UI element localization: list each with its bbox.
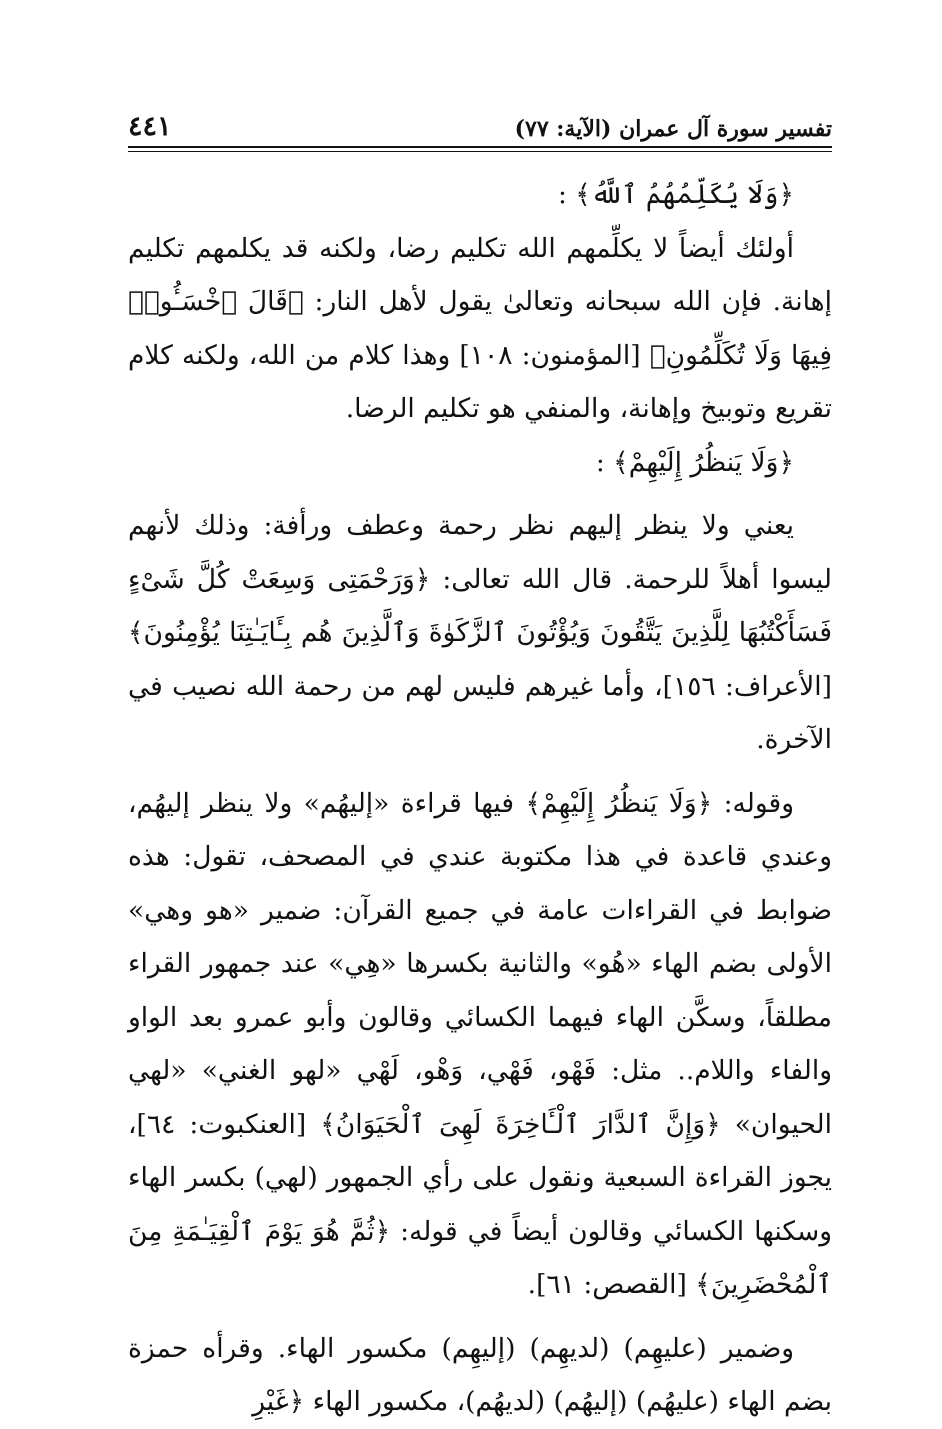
verse-heading-1: ﴿وَلَا يُكَلِّمُهُمُ ٱللَّهُ﴾ : — [557, 179, 794, 210]
paragraph-2: يعني ولا ينظر إليهم نظر رحمة وعطف ورأفة: وذلك لأنهم ليسوا أهلاً للرحمة. قال الله تعالى: ﴿وَرَحْمَتِى وَسِعَتْ كُلَّ شَىْءٍ فَسَأَكْتُبُهَا لِلَّذِينَ يَتَّقُونَ وَيُؤْتُونَ ٱلزَّكَوٰةَ وَٱلَّذِينَ هُم بِـَٔايَـٰتِنَا يُؤْمِنُونَ﴾ [الأعراف: ١٥٦]، وأما غيرهم فليس لهم من رحمة الله نصيب في الآخرة. — [128, 510, 832, 755]
paragraph-3: وقوله: ﴿وَلَا يَنظُرُ إِلَيْهِمْ﴾ فيها قراءة «إليهُم» ولا ينظر إليهُم، وعندي قاعدة في هذا مكتوبة عندي في المصحف، تقول: هذه ضوابط في القراءات عامة في جميع القرآن: ضمير «هو وهي» الأولى بضم الهاء «هُو» والثانية بكسرها «هِي» عند جمهور القراء مطلقاً، وسكَّن الهاء فيهما الكسائي وقالون وأبو عمرو بعد الواو والفاء واللام.. مثل: فَهْو، فَهْي، وَهْو، لَهْي «لهو الغني» «لهي الحيوان» ﴿وَإِنَّ ٱلدَّارَ ٱلْـَٔاخِرَةَ لَهِىَ ٱلْحَيَوَانُ﴾ [العنكبوت: ٦٤]، يجوز القراءة السبعية ونقول على رأي الجمهور (لهي) بكسر الهاء وسكنها الكسائي وقالون أيضاً في قوله: ﴿ثُمَّ هُوَ يَوْمَ ٱلْقِيَـٰمَةِ مِنَ ٱلْمُحْضَرِينَ﴾ [القصص: ٦١]. — [128, 787, 832, 1300]
paragraph-1: أولئك أيضاً لا يكلِّمهم الله تكليم رضا، ولكنه قد يكلمهم تكليم إهانة. فإن الله سبحانه وتعالىٰ يقول لأهل النار: ﴿قَالَ ٱخْسَـُٔوا۟ فِيهَا وَلَا تُكَلِّمُونِ﴾ [المؤمنون: ١٠٨] وهذا كلام من الله، ولكنه كلام تقريع وتوبيخ وإهانة، والمنفي هو تكليم الرضا. — [128, 232, 832, 424]
header-rule — [128, 146, 832, 152]
paragraph-4: وضمير (عليهِم) (لديهِم) (إليهِم) مكسور الهاء. وقرأه حمزة بضم الهاء (عليهُم) (إليهُم) (لديهُم)، مكسور الهاء ﴿غَيْرِ — [128, 1332, 832, 1417]
running-title: تفسير سورة آل عمران (الآية: ٧٧) — [514, 116, 832, 142]
page-number: ٤٤١ — [128, 111, 172, 142]
verse-heading-2: ﴿وَلَا يَنظُرُ إِلَيْهِمْ﴾ : — [595, 446, 794, 478]
page-body — [128, 168, 832, 1429]
page-header — [128, 96, 832, 142]
